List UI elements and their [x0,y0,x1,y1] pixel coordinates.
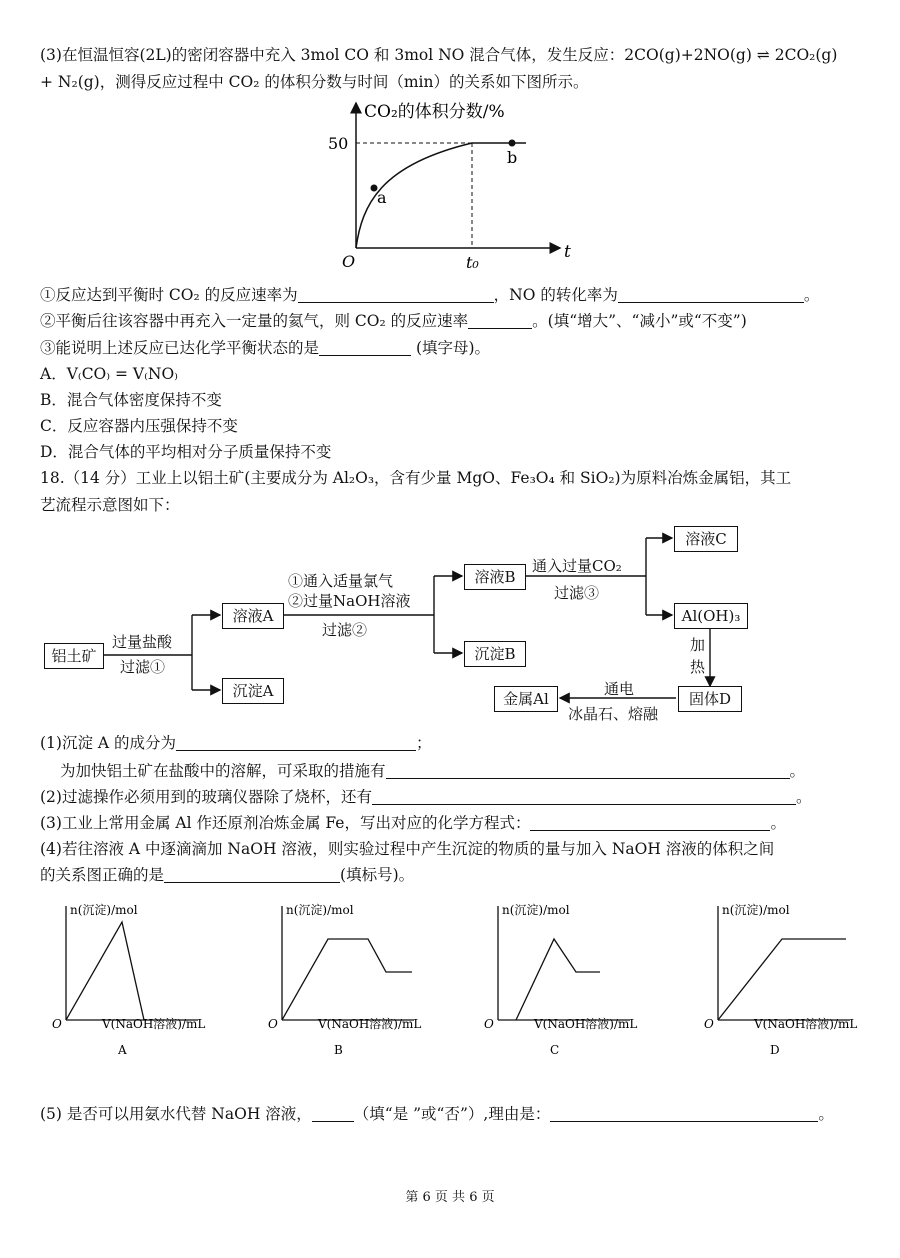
graph-ytick-50: 50 [328,134,349,153]
step3-reagent: 通入过量CO₂ [532,557,622,575]
q18-part5: (5) 是否可以用氨水代替 NaOH 溶液， （填“是 ”或“否”）,理由是： 。 [40,1105,834,1123]
q18-intro-line2: 艺流程示意图如下： [40,496,180,514]
option-graph-xlabel: V(NaOH溶液)/mL [318,1017,422,1031]
heat-label-2: 热 [690,658,706,676]
option-graph-B [268,902,421,1057]
q3-sub1: ①反应达到平衡时 CO₂ 的反应速率为 ，NO 的转化率为 。 [40,286,820,304]
q3-stem-line2: + N₂(g)，测得反应过程中 CO₂ 的体积分数与时间（min）的关系如下图所示。 [40,73,589,91]
option-graph-label: A [118,1043,127,1057]
option-graph-ylabel: n(沉淀)/mol [286,903,354,917]
q3-sub2: ②平衡后往该容器中再充入一定量的氦气，则 CO₂ 的反应速率 。(填“增大”、“减小”或“不变”) [40,312,747,330]
label-b: b [507,148,518,167]
box-precipitate-b: 沉淀B [464,641,526,667]
option-graph-ylabel: n(沉淀)/mol [722,903,790,917]
electrolysis-condition: 冰晶石、熔融 [568,705,659,723]
q18-part3: (3)工业上常用金属 Al 作还原剂冶炼金属 Fe，写出对应的化学方程式： 。 [40,814,786,832]
option-graph-A [52,902,205,1057]
graph-origin: O [342,252,356,271]
box-solution-c: 溶液C [674,526,738,552]
option-graph-xlabel: V(NaOH溶液)/mL [534,1017,638,1031]
option-graph-label: B [334,1043,343,1057]
graph-ylabel: CO₂的体积分数/% [364,102,505,122]
box-bauxite: 铝土矿 [44,643,104,669]
co2-fraction-graph [320,95,590,275]
option-graph-origin: O [52,1017,62,1031]
q18-part4-line2: 的关系图正确的是 (填标号)。 [40,866,415,884]
box-aloh3: Al(OH)₃ [674,603,748,629]
label-a: a [377,188,387,207]
step2-operation: 过滤② [322,621,368,639]
process-flow-connectors [0,520,900,720]
step1-operation: 过滤① [120,658,166,676]
option-graph-origin: O [704,1017,714,1031]
page-footer: 第 6 页 共 6 页 [405,1190,495,1205]
option-graph-C [484,902,637,1057]
option-graphs [0,890,900,1065]
box-metal-al: 金属Al [494,686,558,712]
q18-part2: (2)过滤操作必须用到的玻璃仪器除了烧杯，还有 。 [40,788,812,806]
step3-operation: 过滤③ [554,584,600,602]
q3-sub3: ③能说明上述反应已达化学平衡状态的是 (填字母)。 [40,339,491,357]
option-graph-label: C [550,1043,560,1057]
box-precipitate-a: 沉淀A [222,678,284,704]
option-graph-ylabel: n(沉淀)/mol [70,903,138,917]
option-graph-origin: O [484,1017,494,1031]
graph-xtick-t0: t₀ [466,253,479,272]
graph-xlabel: t [564,242,571,262]
step2-reagent-1: ①通入适量氯气 [288,572,394,590]
step2-reagent-2: ②过量NaOH溶液 [288,592,411,610]
box-solid-d: 固体D [678,686,742,712]
option-graph-xlabel: V(NaOH溶液)/mL [102,1017,206,1031]
heat-label-1: 加 [690,636,706,654]
q3-option-c: C．反应容器内压强保持不变 [40,417,238,435]
option-graph-label: D [770,1043,780,1057]
q3-option-b: B．混合气体密度保持不变 [40,391,222,409]
box-solution-a: 溶液A [222,603,284,629]
q18-part4-line1: (4)若往溶液 A 中逐滴滴加 NaOH 溶液，则实验过程中产生沉淀的物质的量与加入 NaOH 溶液的体积之间 [40,840,775,858]
point-b [509,140,516,147]
option-graph-origin: O [268,1017,278,1031]
option-graph-xlabel: V(NaOH溶液)/mL [754,1017,858,1031]
q3-stem-line1: (3)在恒温恒容(2L)的密闭容器中充入 3mol CO 和 3mol NO 混合气体，发生反应：2CO(g)+2NO(g) ⇌ 2CO₂(g) [40,46,838,64]
q3-option-a: A．V₍CO₎ = V₍NO₎ [40,365,178,383]
q18-part1b: 为加快铝土矿在盐酸中的溶解，可采取的措施有 。 [60,762,806,780]
q3-option-d: D．混合气体的平均相对分子质量保持不变 [40,443,332,461]
option-graph-ylabel: n(沉淀)/mol [502,903,570,917]
electrolysis-label: 通电 [604,680,635,698]
q18-intro-line1: 18.（14 分）工业上以铝土矿(主要成分为 Al₂O₃，含有少量 MgO、Fe₃O₄ 和 SiO₂)为原料冶炼金属铝，其工 [40,469,792,487]
step1-reagent: 过量盐酸 [112,633,173,651]
q18-part1: (1)沉淀 A 的成分为 ； [40,734,432,752]
box-solution-b: 溶液B [464,564,526,590]
option-graph-D [704,902,857,1057]
